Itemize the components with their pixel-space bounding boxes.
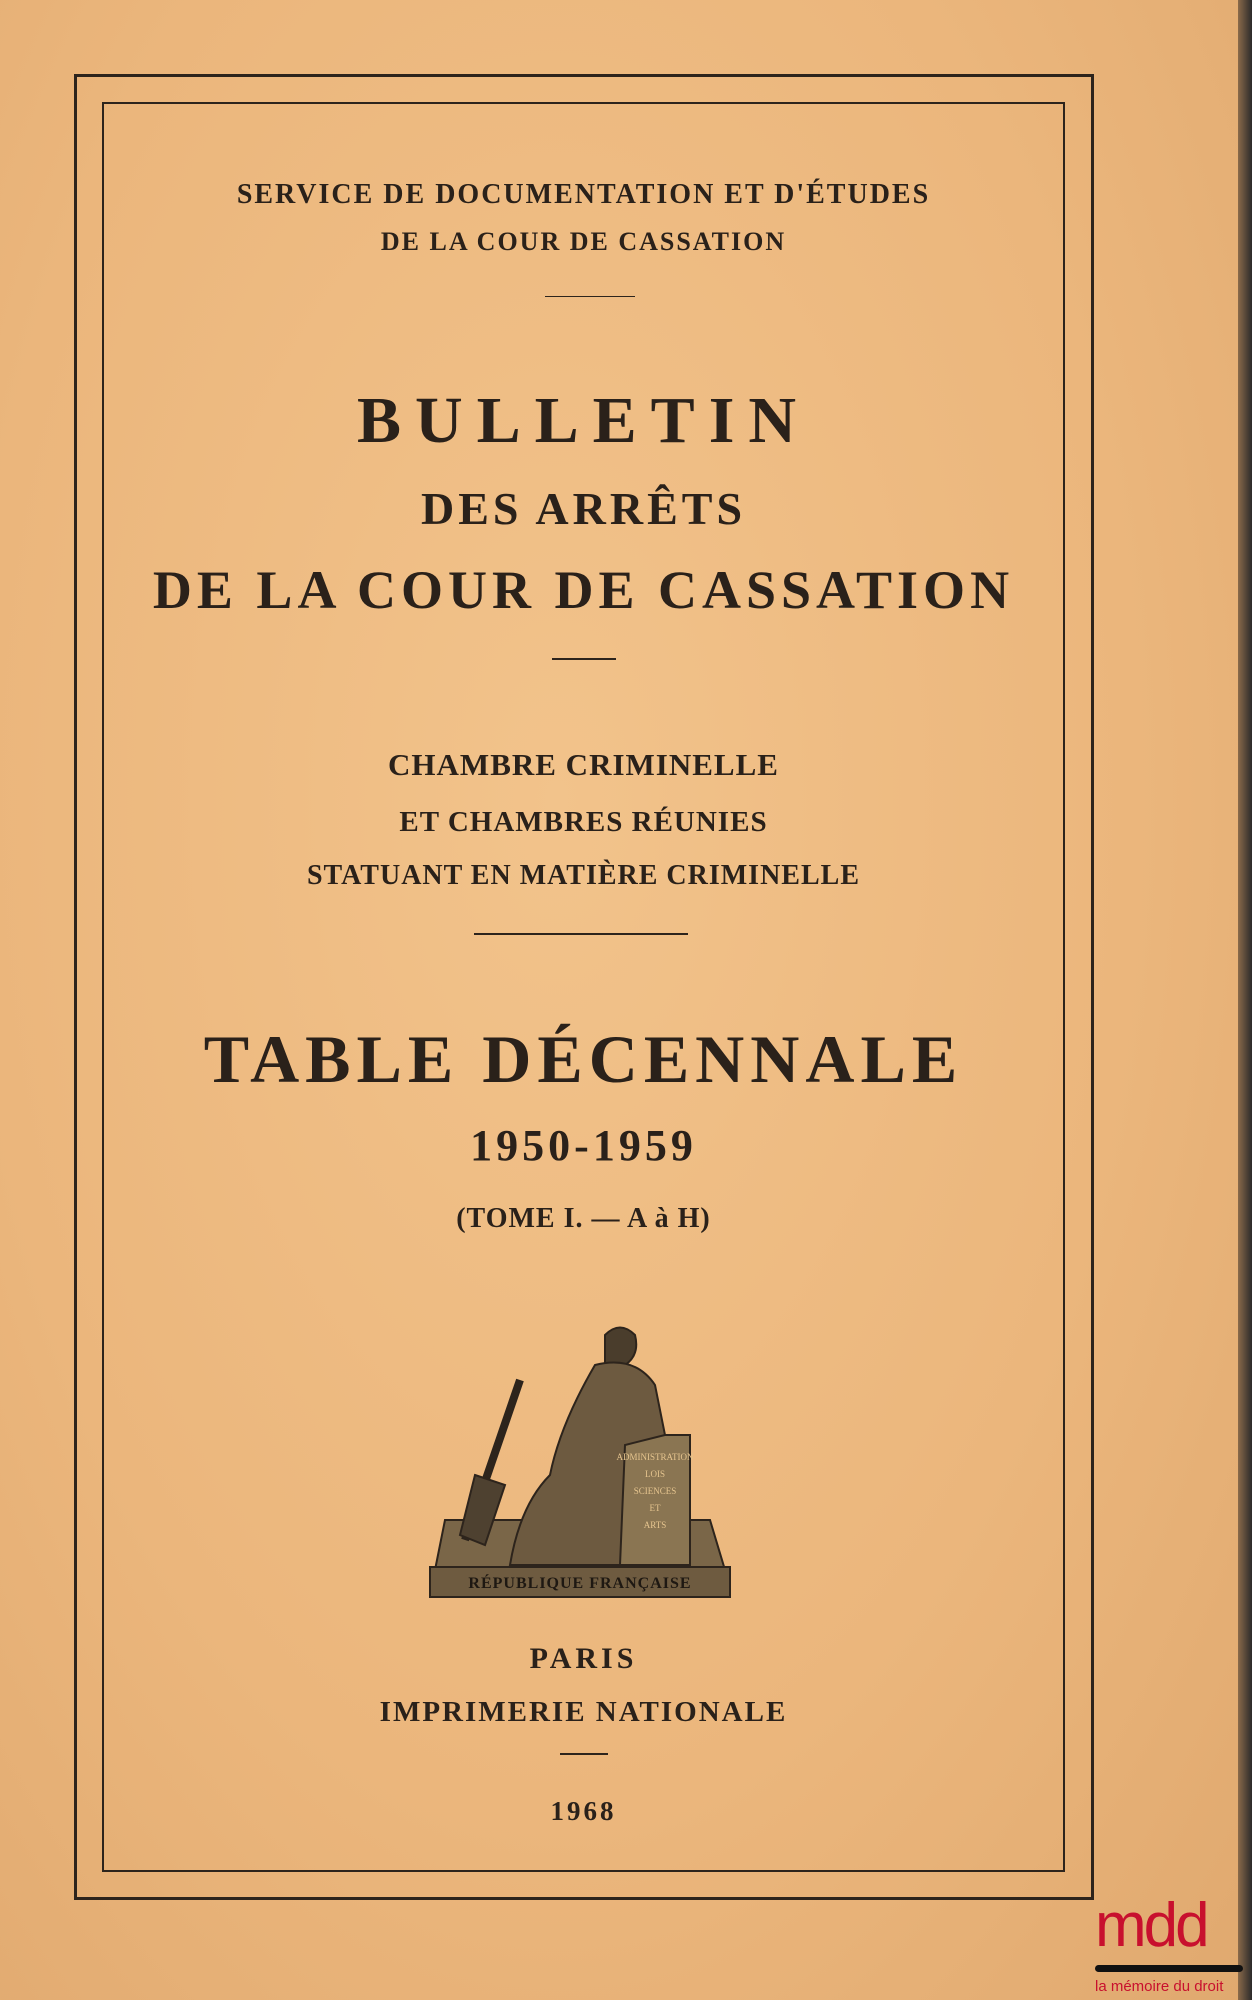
- header-line-1: SERVICE DE DOCUMENTATION ET D'ÉTUDES: [236, 179, 931, 210]
- publication-year: 1968: [550, 1796, 617, 1826]
- tome-label: (TOME I. — A à H): [456, 1203, 711, 1234]
- header-line-2: DE LA COUR DE CASSATION: [380, 227, 787, 256]
- publisher-name: IMPRIMERIE NATIONALE: [379, 1696, 788, 1728]
- divider: [474, 933, 688, 935]
- table-title: TABLE DÉCENNALE: [203, 1021, 964, 1097]
- page-edge: [1238, 0, 1252, 2000]
- table-years: 1950-1959: [470, 1121, 697, 1170]
- divider: [560, 1753, 608, 1755]
- divider: [552, 658, 616, 660]
- inner-border: [102, 102, 1065, 1872]
- main-title: BULLETIN: [356, 384, 811, 457]
- subtitle-1: DES ARRÊTS: [420, 483, 747, 534]
- tablet-line: ADMINISTRATION: [616, 1452, 694, 1462]
- logo-bar: [1095, 1965, 1243, 1972]
- tablet-line: LOIS: [645, 1469, 665, 1479]
- chamber-line-1: CHAMBRE CRIMINELLE: [388, 747, 779, 782]
- tablet-line: ARTS: [643, 1520, 667, 1530]
- republique-francaise-emblem: [405, 1305, 755, 1600]
- mdd-watermark-logo: [1095, 1891, 1245, 1995]
- publisher-city: PARIS: [529, 1642, 638, 1675]
- subtitle-2: DE LA COUR DE CASSATION: [152, 560, 1015, 620]
- chamber-line-2: ET CHAMBRES RÉUNIES: [399, 806, 768, 838]
- tablet-line: ET: [649, 1503, 661, 1513]
- tablet-line: SCIENCES: [633, 1486, 677, 1496]
- emblem-base-text: RÉPUBLIQUE FRANÇAISE: [468, 1575, 692, 1592]
- logo-mark: mdd: [1095, 1891, 1207, 1960]
- chamber-line-3: STATUANT EN MATIÈRE CRIMINELLE: [306, 860, 861, 891]
- divider: [545, 296, 635, 297]
- logo-text: la mémoire du droit: [1095, 1978, 1224, 1995]
